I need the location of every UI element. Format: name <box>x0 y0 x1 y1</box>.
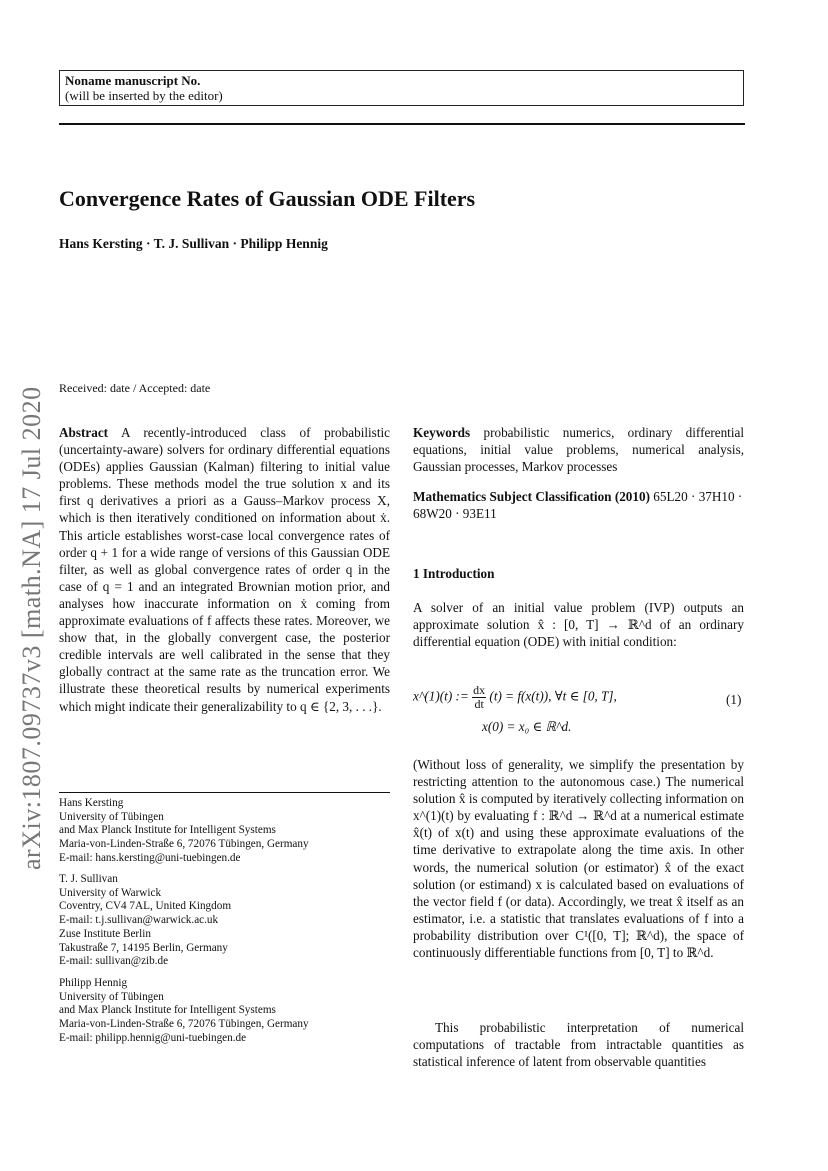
intro-paragraph-1: A solver of an initial value problem (IVP) outputs an approximate solution x̂ : [0, T] → ℝ^d of an ordinary differential equation (ODE) with initial condition: <box>413 600 744 650</box>
keywords-text: probabilistic numerics, ordinary differential equations, initial value problems, numerical analysis, Gaussian processes, Markov processes <box>413 425 745 475</box>
equation-number: (1) <box>726 692 742 707</box>
affiliation-line: Maria-von-Linden-Straße 6, 72076 Tübingen, Germany <box>59 838 309 851</box>
manuscript-number: Noname manuscript No. <box>65 73 201 88</box>
eq-frac-denominator: dt <box>474 697 484 711</box>
affiliation-line: University of Tübingen <box>59 810 164 823</box>
msc-label: Mathematics Subject Classification (2010) <box>413 489 650 504</box>
affiliation-line: Hans Kersting <box>59 797 124 809</box>
equation-1-line-1 <box>413 684 744 711</box>
affiliation-line: Maria-von-Linden-Straße 6, 72076 Tübingen, Germany <box>59 1018 309 1031</box>
affiliation-email: E-mail: t.j.sullivan@warwick.ac.uk <box>59 914 219 927</box>
affiliation-line: Philipp Hennig <box>59 977 128 989</box>
affiliation-line: University of Warwick <box>59 886 162 899</box>
affiliation-email: E-mail: hans.kersting@uni-tuebingen.de <box>59 851 241 864</box>
affiliation-line: T. J. Sullivan <box>59 873 118 885</box>
eq-rhs: (t) = f(x(t)), ∀t ∈ [0, T], <box>489 688 617 704</box>
affiliation-sullivan <box>59 873 390 969</box>
affiliation-line: Zuse Institute Berlin <box>59 927 151 940</box>
arxiv-stamp: arXiv:1807.09737v3 [math.NA] 17 Jul 2020 <box>17 386 46 870</box>
received-line: Received: date / Accepted: date <box>59 381 211 395</box>
abstract <box>59 424 390 715</box>
editor-note: (will be inserted by the editor) <box>65 88 223 103</box>
affiliation-line: and Max Planck Institute for Intelligent Systems <box>59 824 276 837</box>
affiliation-line: and Max Planck Institute for Intelligent Systems <box>59 1004 276 1017</box>
intro-paragraph-3: This probabilistic interpretation of numerical computations of tractable from intractable quantities as statistical inference of latent from observable quantities <box>413 1020 744 1070</box>
paper-title: Convergence Rates of Gaussian ODE Filters <box>59 186 476 211</box>
affiliation-line: Takustraße 7, 14195 Berlin, Germany <box>59 941 228 954</box>
header-rule <box>59 123 745 125</box>
keywords <box>413 424 744 475</box>
msc-text: 65L20 · 37H10 · 68W20 · 93E11 <box>413 489 743 522</box>
affiliation-hennig <box>59 977 390 1046</box>
section-heading-introduction: 1 Introduction <box>413 566 495 581</box>
affiliation-kersting <box>59 797 390 866</box>
manuscript-header-box <box>59 70 744 106</box>
author-list: Hans Kersting · T. J. Sullivan · Philipp Hennig <box>59 236 328 251</box>
affiliation-line: University of Tübingen <box>59 990 164 1003</box>
abstract-label: Abstract <box>59 425 109 440</box>
affiliation-email: E-mail: sullivan@zib.de <box>59 955 169 968</box>
eq-derivative-fraction <box>472 684 486 711</box>
affiliation-line: Coventry, CV4 7AL, United Kingdom <box>59 900 232 913</box>
abstract-text: A recently-introduced class of probabilistic (uncertainty-aware) solvers for ordinary differential equations (ODEs) applies Gaussian (Kalman) filtering to initial value problems. These methods model the true solution x and its first q derivatives a priori as a Gauss–Markov process X, which is then iteratively conditioned on information about ẋ. This article establishes worst-case local convergence rates of order q + 1 for a wide range of versions of this Gaussian ODE filter, as well as global convergence rates of order q in the case of q = 1 and an integrated Brownian motion prior, and analyses how inaccurate information on ẋ coming from approximate evaluations of f affects these rates. Moreover, we show that, in the globally convergent case, the posterior credible intervals are well calibrated in the sense that they globally contract at the same rate as the truncation error. We illustrate these theoretical results by numerical experiments which might indicate their generalizability to q ∈ {2, 3, . . .}. <box>59 425 390 714</box>
intro-paragraph-2: (Without loss of generality, we simplify the presentation by restricting attention to the autonomous case.) The numerical solution x̂ is computed by iteratively collecting information on x^(1)(t) by evaluating f : ℝ^d → ℝ^d at a numerical estimate x̂(t) of x(t) and using these approximate evaluations of the time derivative to extrapolate along the time axis. In other words, the numerical solution (or estimator) x̂ of the exact solution (or estimand) x is calculated based on evaluations of the vector field f (or data). Accordingly, we treat x̂ itself as an estimator, i.e. a statistic that translates evaluations of f into a probability distribution over C¹([0, T]; ℝ^d), the space of continuously differentiable functions from [0, T] to ℝ^d. <box>413 757 744 961</box>
affiliation-email: E-mail: philipp.hennig@uni-tuebingen.de <box>59 1031 247 1044</box>
keywords-label: Keywords <box>413 425 471 440</box>
footnote-rule <box>59 792 390 793</box>
eq-frac-numerator: dx <box>473 683 486 697</box>
equation-1-line-2: x(0) = x₀ ∈ ℝ^d. <box>482 719 572 734</box>
eq-lhs: x^(1)(t) := <box>413 688 469 704</box>
msc <box>413 488 744 522</box>
